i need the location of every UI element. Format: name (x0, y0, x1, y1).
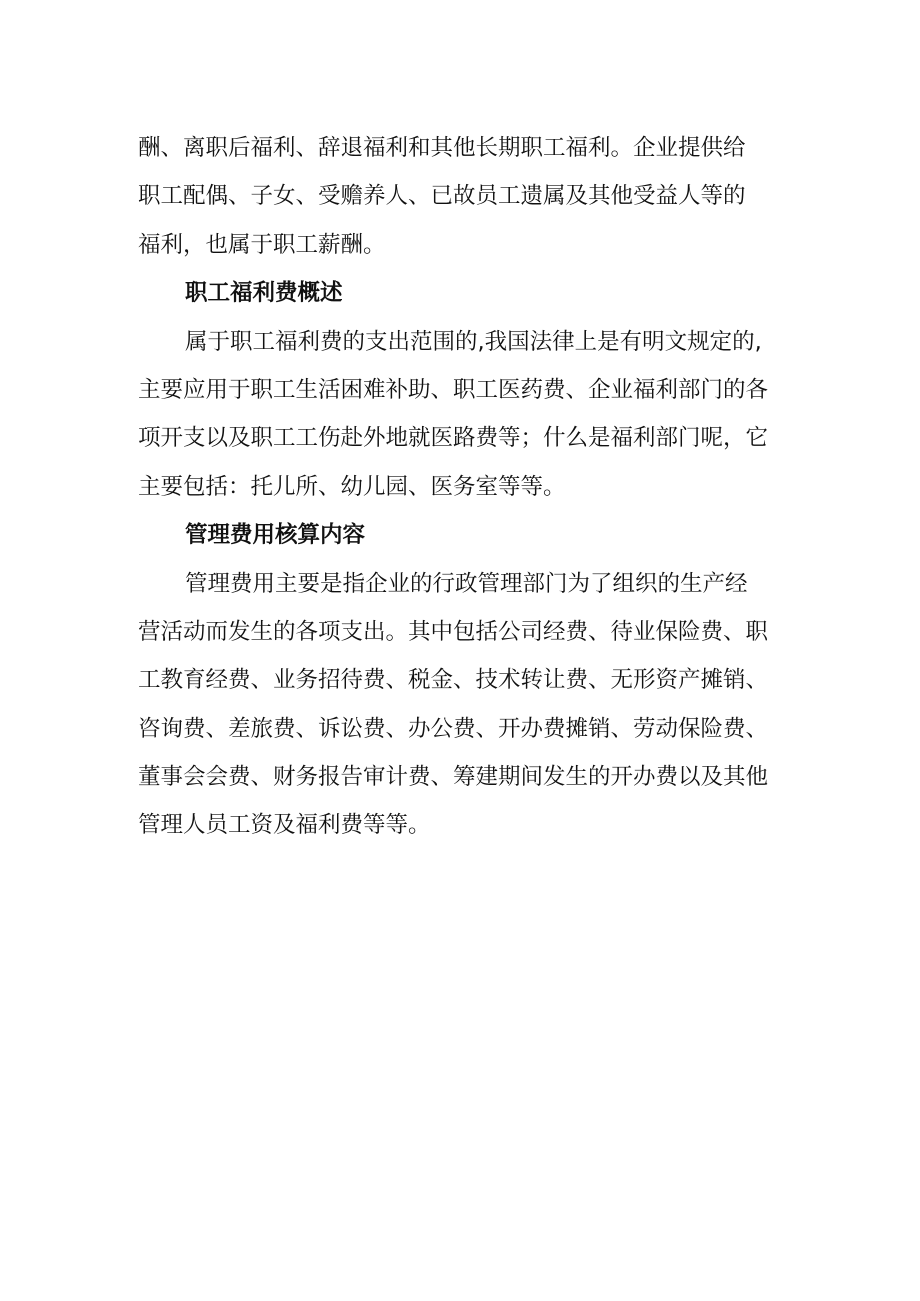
section-heading-welfare-overview: 职工福利费概述 (185, 280, 343, 307)
paragraph-line: 属于职工福利费的支出范围的,我国法律上是有明文规定的, (185, 328, 762, 355)
paragraph-line: 董事会会费、财务报告审计费、筹建期间发生的开办费以及其他 (138, 764, 769, 791)
paragraph-line: 咨询费、差旅费、诉讼费、办公费、开办费摊销、劳动保险费、 (138, 715, 769, 742)
paragraph-line: 工教育经费、业务招待费、税金、技术转让费、无形资产摊销、 (138, 667, 769, 694)
paragraph-line: 管理人员工资及福利费等等。 (138, 812, 431, 839)
paragraph-line: 管理费用主要是指企业的行政管理部门为了组织的生产经 (185, 570, 748, 597)
paragraph-line: 主要应用于职工生活困难补助、职工医药费、企业福利部门的各 (138, 376, 769, 403)
document-body (138, 124, 800, 850)
paragraph-line: 福利，也属于职工薪酬。 (138, 231, 386, 258)
paragraph-line: 项开支以及职工工伤赴外地就医路费等；什么是福利部门呢，它 (138, 425, 769, 452)
paragraph-line: 酬、离职后福利、辞退福利和其他长期职工福利。企业提供给 (138, 135, 746, 161)
welfare-paragraph (138, 318, 800, 512)
paragraph-line: 主要包括：托儿所、幼儿园、医务室等等。 (138, 473, 566, 500)
intro-paragraph (138, 124, 800, 269)
paragraph-line: 营活动而发生的各项支出。其中包括公司经费、待业保险费、职 (138, 618, 769, 645)
section-heading-management-expenses: 管理费用核算内容 (185, 522, 366, 549)
paragraph-line: 职工配偶、子女、受赡养人、已故员工遗属及其他受益人等的 (138, 183, 746, 210)
management-paragraph (138, 560, 800, 850)
